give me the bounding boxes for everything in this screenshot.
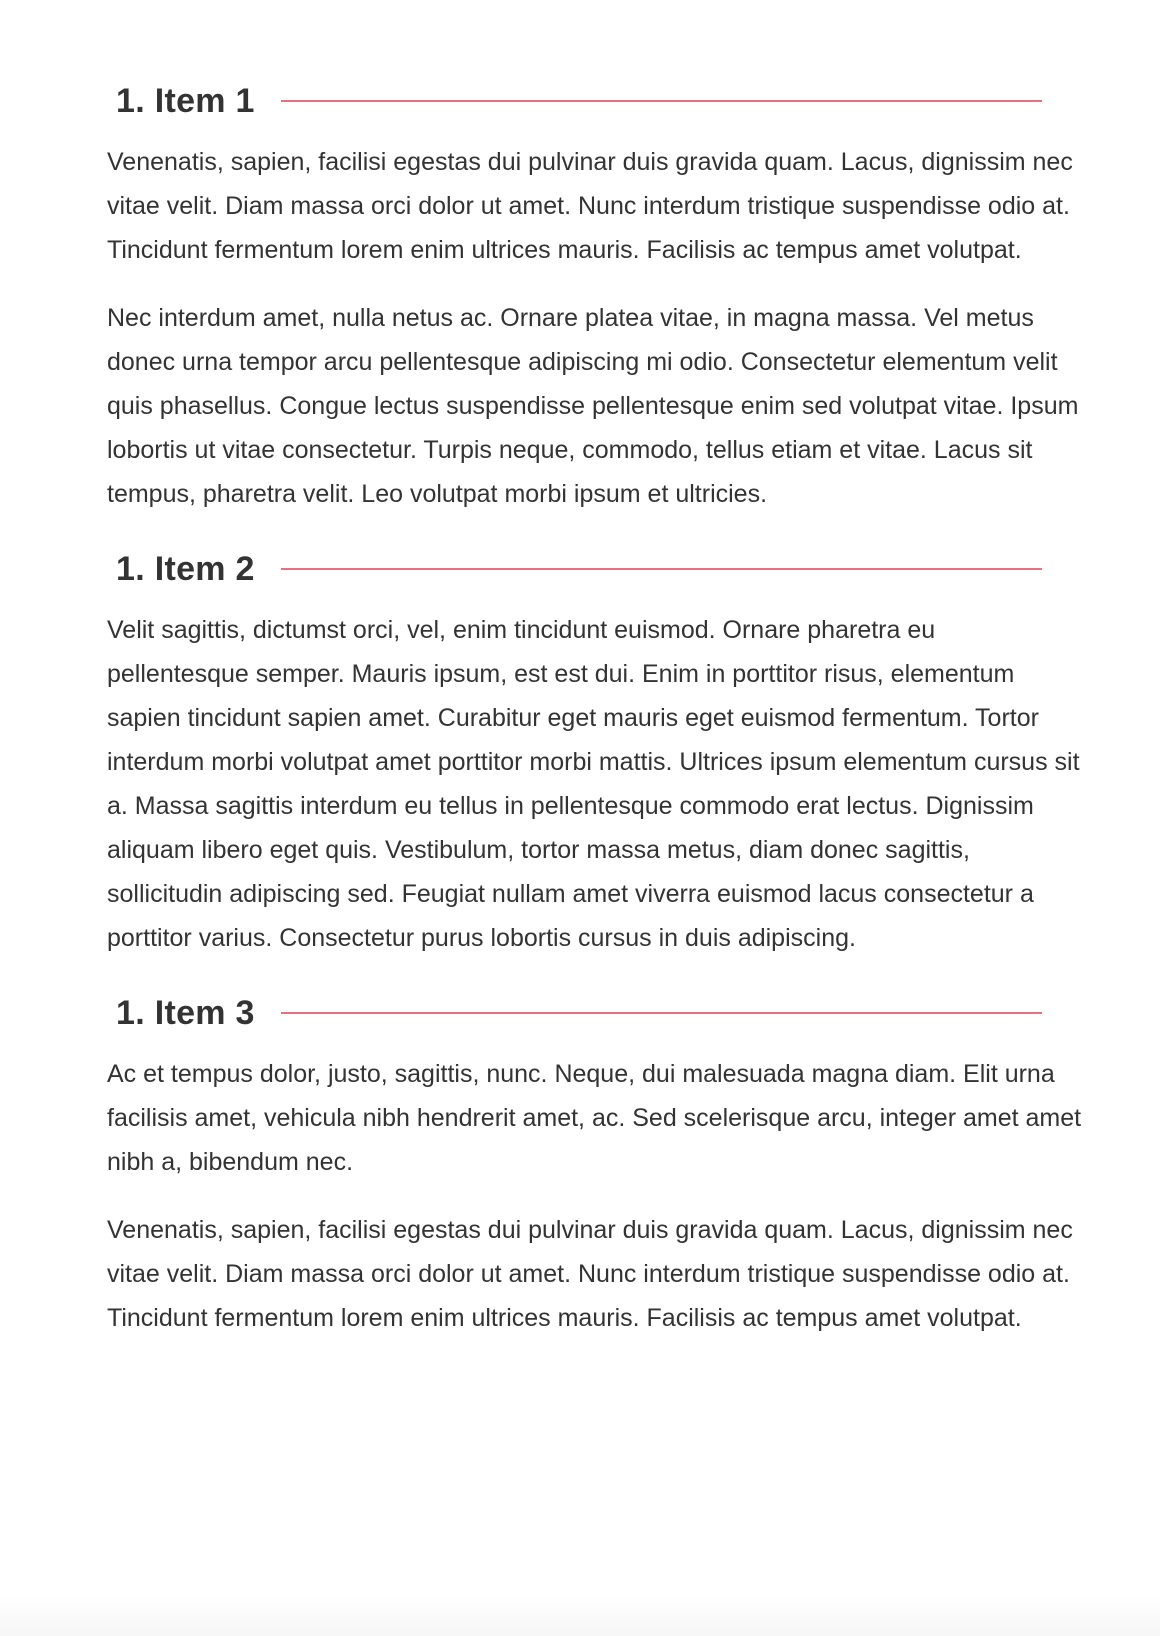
section-title: 1. Item 1	[116, 81, 255, 120]
heading-divider	[281, 568, 1042, 570]
paragraph: Nec interdum amet, nulla netus ac. Ornare platea vitae, in magna massa. Vel metus donec urna tempor arcu pellentesque adipiscing mi odio. Consectetur elementum velit quis phasellus. Congue lectus suspendisse pellentesque enim sed volutpat vitae. Ipsum lobortis ut vitae consectetur. Turpis neque, commodo, tellus etiam et vitae. Lacus sit tempus, pharetra velit. Leo volutpat morbi ipsum et ultricies.	[107, 304, 1079, 508]
section-heading	[107, 984, 1077, 1042]
paragraph: Venenatis, sapien, facilisi egestas dui pulvinar duis gravida quam. Lacus, dignissim nec vitae velit. Diam massa orci dolor ut amet. Nunc interdum tristique suspendisse odio at. Tincidunt fermentum lorem enim ultrices mauris. Facilisis ac tempus amet volutpat.	[107, 1216, 1073, 1332]
heading-divider	[281, 1012, 1042, 1014]
section-title: 1. Item 3	[116, 993, 255, 1032]
heading-divider	[281, 100, 1042, 102]
section-item-3	[107, 984, 1082, 1340]
section-item-2	[107, 540, 1080, 960]
paragraph: Velit sagittis, dictumst orci, vel, enim tincidunt euismod. Ornare pharetra eu pellentesque semper. Mauris ipsum, est est dui. Enim in porttitor risus, elementum sapien tincidunt sapien amet. Curabitur eget mauris eget euismod fermentum. Tortor interdum morbi volutpat amet porttitor morbi mattis. Ultrices ipsum elementum cursus sit a. Massa sagittis interdum eu tellus in pellentesque commodo erat lectus. Dignissim aliquam libero eget quis. Vestibulum, tortor massa metus, diam donec sagittis, sollicitudin adipiscing sed. Feugiat nullam amet viverra euismod lacus consectetur a porttitor varius. Consectetur purus lobortis cursus in duis adipiscing.	[107, 616, 1080, 952]
section-title: 1. Item 2	[116, 549, 255, 588]
section-heading	[107, 72, 1077, 130]
paragraph: Venenatis, sapien, facilisi egestas dui pulvinar duis gravida quam. Lacus, dignissim nec vitae velit. Diam massa orci dolor ut amet. Nunc interdum tristique suspendisse odio at. Tincidunt fermentum lorem enim ultrices mauris. Facilisis ac tempus amet volutpat.	[107, 148, 1073, 264]
document-page	[107, 72, 1082, 1364]
section-heading	[107, 540, 1077, 598]
paragraph: Ac et tempus dolor, justo, sagittis, nunc. Neque, dui malesuada magna diam. Elit urna facilisis amet, vehicula nibh hendrerit amet, ac. Sed scelerisque arcu, integer amet amet nibh a, bibendum nec.	[107, 1060, 1082, 1176]
section-item-1	[107, 72, 1077, 516]
bottom-fade	[0, 1596, 1160, 1636]
